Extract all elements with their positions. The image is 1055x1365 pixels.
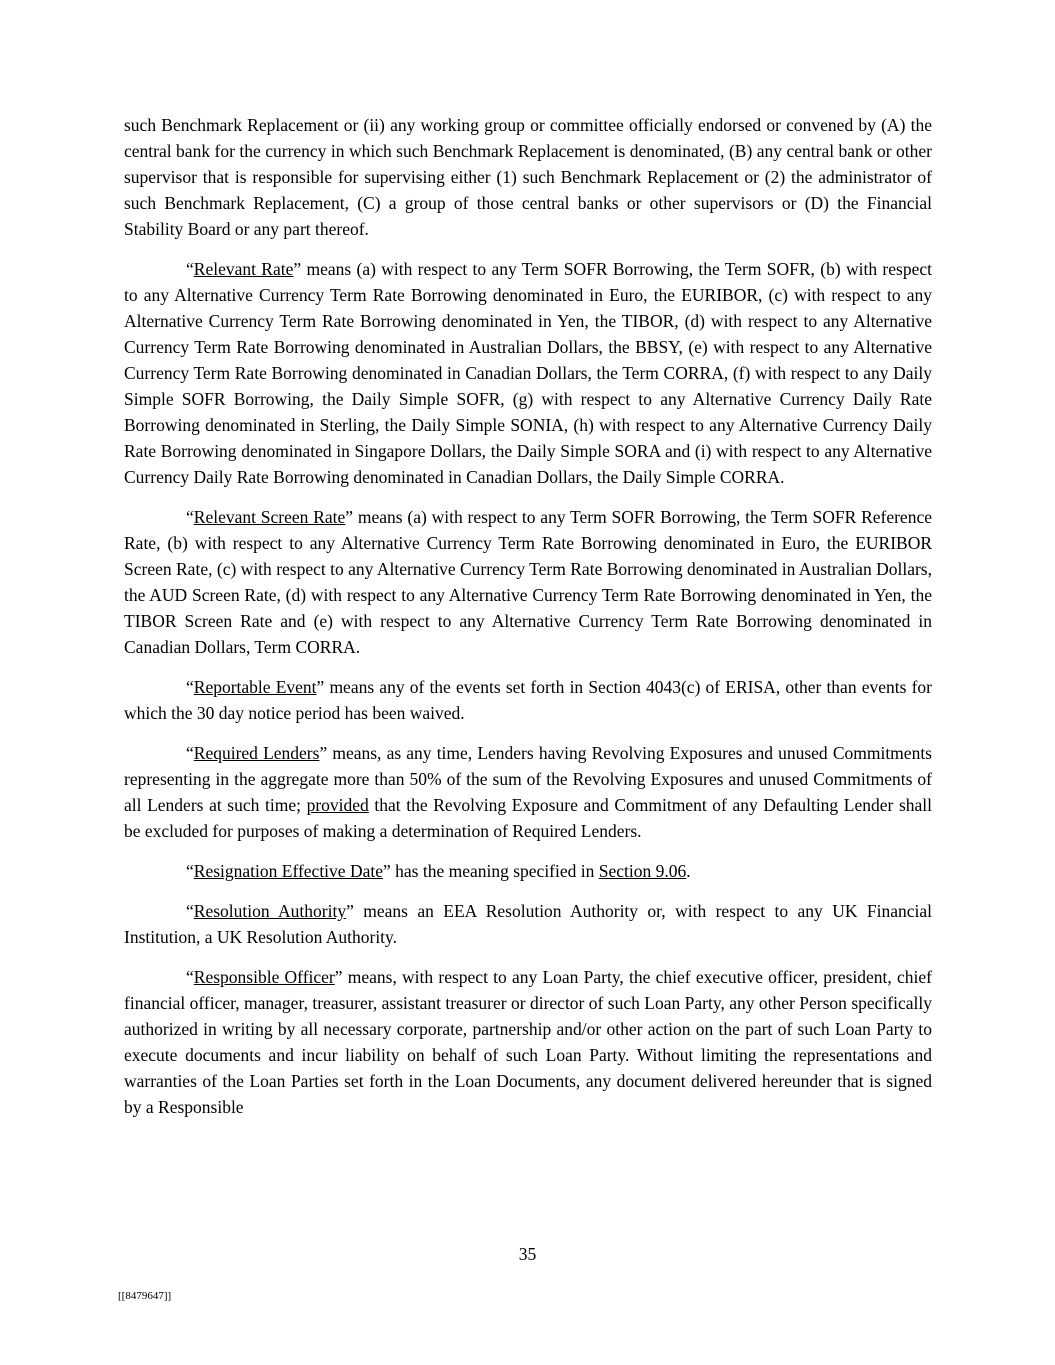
text-run: ” means an EEA Resolution Authority or, with respect to any UK Financial Institution, a UK Resolution Authority. [124,901,932,947]
defined-term: Resolution Authority [193,901,347,921]
document-id-stamp: [[8479647]] [118,1290,172,1302]
text-run: that the Revolving Exposure and Commitment of any Defaulting Lender shall be excluded for purposes of making a determination of Required Lenders. [124,795,932,841]
defined-term: Relevant Rate [193,259,294,279]
paragraph-resignation-effective-date [124,858,932,884]
text-run: ” means any of the events set forth in Section 4043(c) of ERISA, other than events for which the 30 day notice period has been waived. [124,677,932,723]
defined-term: Section 9.06 [598,861,687,881]
paragraph-resolution-authority [124,898,932,950]
text-run: “ [186,901,194,921]
paragraph-relevant-rate [124,256,932,490]
paragraph-responsible-officer [124,964,932,1120]
defined-term: Relevant Screen Rate [193,507,346,527]
defined-term: Required Lenders [193,743,320,763]
text-run: “ [186,967,194,987]
paragraph-reportable-event [124,674,932,726]
text-run: “ [186,259,194,279]
paragraph-relevant-screen-rate [124,504,932,660]
defined-term: provided [306,795,369,815]
text-run: ” means, as any time, Lenders having Revolving Exposures and unused Commitments representing in the aggregate more than 50% of the sum of the Revolving Exposures and unused Commitments of all Lenders at such time; [124,743,932,815]
defined-term: Reportable Event [193,677,317,697]
text-run: “ [186,861,194,881]
text-run: ” means, with respect to any Loan Party, the chief executive officer, president, chief financial officer, manager, treasurer, assistant treasurer or director of such Loan Party, any other Person specifically authorized in writing by all necessary corporate, partnership and/or other action on the part of such Loan Party to execute documents and incur liability on behalf of such Loan Party. Without limiting the representations and warranties of the Loan Parties set forth in the Loan Documents, any document delivered hereunder that is signed by a Responsible [124,967,932,1117]
text-run: ” means (a) with respect to any Term SOFR Borrowing, the Term SOFR Reference Rate, (b) with respect to any Alternative Currency Term Rate Borrowing denominated in Euro, the EURIBOR Screen Rate, (c) with respect to any Alternative Currency Term Rate Borrowing denominated in Australian Dollars, the AUD Screen Rate, (d) with respect to any Alternative Currency Term Rate Borrowing denominated in Yen, the TIBOR Screen Rate and (e) with respect to any Alternative Currency Term Rate Borrowing denominated in Canadian Dollars, Term CORRA. [124,507,932,657]
paragraph-required-lenders [124,740,932,844]
text-run: . [686,861,691,881]
text-run: “ [186,743,194,763]
text-run: ” has the meaning specified in [382,861,599,881]
page-number: 35 [518,1244,537,1264]
text-run: such Benchmark Replacement or (ii) any working group or committee officially endorsed or convened by (A) the central bank for the currency in which such Benchmark Replacement is denominated, (B) any central bank or other supervisor that is responsible for supervising either (1) such Benchmark Replacement or (2) the administrator of such Benchmark Replacement, (C) a group of those central banks or other supervisors or (D) the Financial Stability Board or any part thereof. [124,115,932,239]
defined-term: Responsible Officer [193,967,335,987]
text-run: ” means (a) with respect to any Term SOFR Borrowing, the Term SOFR, (b) with respect to any Alternative Currency Term Rate Borrowing denominated in Euro, the EURIBOR, (c) with respect to any Alternative Currency Term Rate Borrowing denominated in Yen, the TIBOR, (d) with respect to any Alternative Currency Term Rate Borrowing denominated in Australian Dollars, the BBSY, (e) with respect to any Alternative Currency Term Rate Borrowing denominated in Canadian Dollars, the Term CORRA, (f) with respect to any Daily Simple SOFR Borrowing, the Daily Simple SOFR, (g) with respect to any Alternative Currency Daily Rate Borrowing denominated in Sterling, the Daily Simple SONIA, (h) with respect to any Alternative Currency Daily Rate Borrowing denominated in Singapore Dollars, the Daily Simple SORA and (i) with respect to any Alternative Currency Daily Rate Borrowing denominated in Canadian Dollars, the Daily Simple CORRA. [124,259,932,487]
text-run: “ [186,677,194,697]
document-body [124,112,932,1134]
text-run: “ [186,507,194,527]
defined-term: Resignation Effective Date [193,861,383,881]
paragraph-benchmark-replacement-continuation [124,112,932,242]
